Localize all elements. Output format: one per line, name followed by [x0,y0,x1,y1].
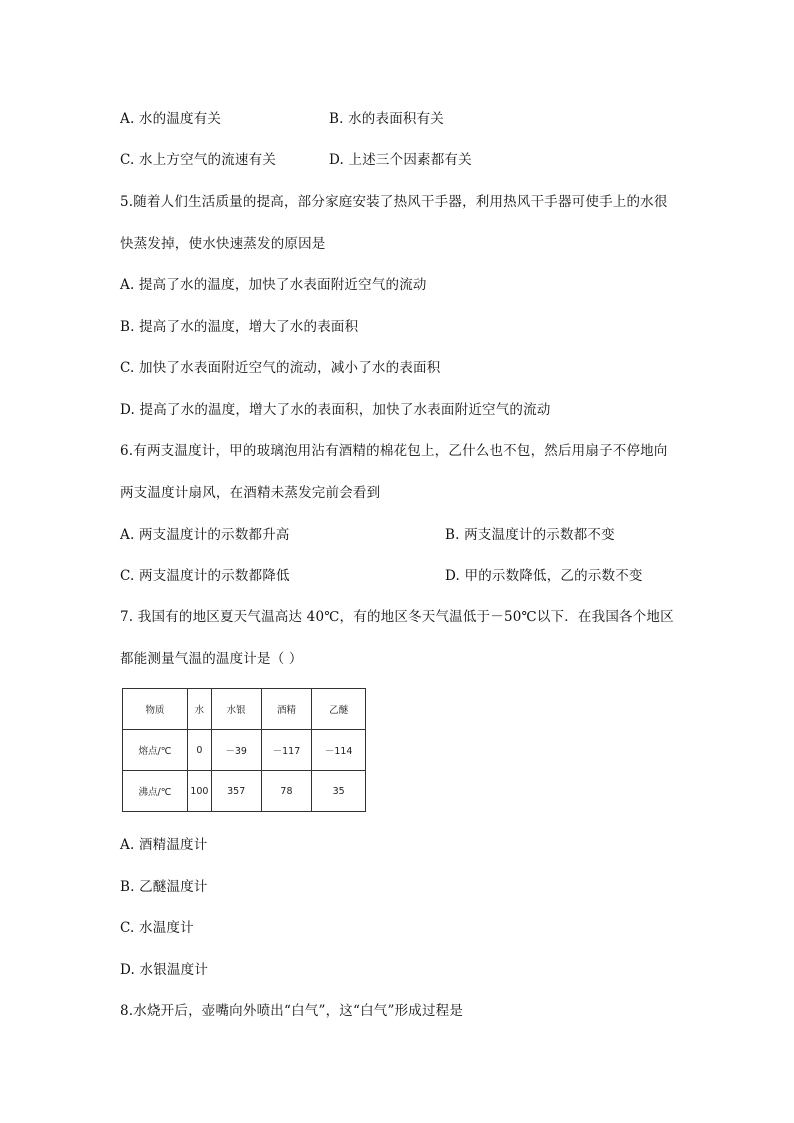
table-cell: 沸点/℃ [123,771,188,812]
q5-stem-line2: 快蒸发掉，使水快速蒸发的原因是 [120,236,326,252]
q6-option-a: A. 两支温度计的示数都升高 [120,527,290,543]
table-cell: 357 [211,771,261,812]
table-row-boiling-point [123,771,366,812]
q5-option-d: D. 提高了水的温度，增大了水的表面积，加快了水表面附近空气的流动 [120,402,551,418]
q5-option-a: A. 提高了水的温度，加快了水表面附近空气的流动 [120,277,427,293]
table-cell: －117 [261,730,312,771]
q6-option-b: B. 两支温度计的示数都不变 [445,527,615,543]
q7-option-c: C. 水温度计 [120,920,194,936]
q5-stem-line1: 5.随着人们生活质量的提高，部分家庭安装了热风干手器，利用热风干手器可使手上的水很 [120,194,668,210]
q5-option-b: B. 提高了水的温度，增大了水的表面积 [120,319,359,335]
table-cell: 水银 [211,689,261,730]
table-cell: 熔点/℃ [123,730,188,771]
q7-stem-line1: 7. 我国有的地区夏天气温高达 40℃，有的地区冬天气温低于－50℃以下．在我国各个地区 [120,609,674,625]
table-cell: 0 [187,730,211,771]
q5-option-c: C. 加快了水表面附近空气的流动，减小了水的表面积 [120,360,441,376]
q6-stem-line1: 6.有两支温度计，甲的玻璃泡用沾有酒精的棉花包上，乙什么也不包，然后用扇子不停地向 [120,443,668,459]
q7-option-d: D. 水银温度计 [120,962,209,978]
table-cell: －114 [312,730,366,771]
q4-option-b: B. 水的表面积有关 [329,111,445,127]
q6-option-c: C. 两支温度计的示数都降低 [120,568,290,584]
table-cell: 35 [312,771,366,812]
table-cell: －39 [211,730,261,771]
q6-option-d: D. 甲的示数降低，乙的示数不变 [445,568,643,584]
table-cell: 乙醚 [312,689,366,730]
q7-stem-line2: 都能测量气温的温度计是（ ） [120,651,303,667]
melting-boiling-point-table [122,688,366,812]
table-cell: 酒精 [261,689,312,730]
table-cell: 物质 [123,689,188,730]
q7-option-b: B. 乙醚温度计 [120,879,208,895]
q4-option-d: D. 上述三个因素都有关 [329,152,472,168]
table-cell: 100 [187,771,211,812]
table-row-melting-point [123,730,366,771]
table-header-row [123,689,366,730]
q4-option-c: C. 水上方空气的流速有关 [120,152,277,168]
table-cell: 水 [187,689,211,730]
q6-stem-line2: 两支温度计扇风，在酒精未蒸发完前会看到 [120,485,381,501]
q8-stem: 8.水烧开后，壶嘴向外喷出“白气”，这“白气”形成过程是 [120,1003,464,1019]
q7-option-a: A. 酒精温度计 [120,837,208,853]
q4-option-a: A. 水的温度有关 [120,111,222,127]
table-cell: 78 [261,771,312,812]
